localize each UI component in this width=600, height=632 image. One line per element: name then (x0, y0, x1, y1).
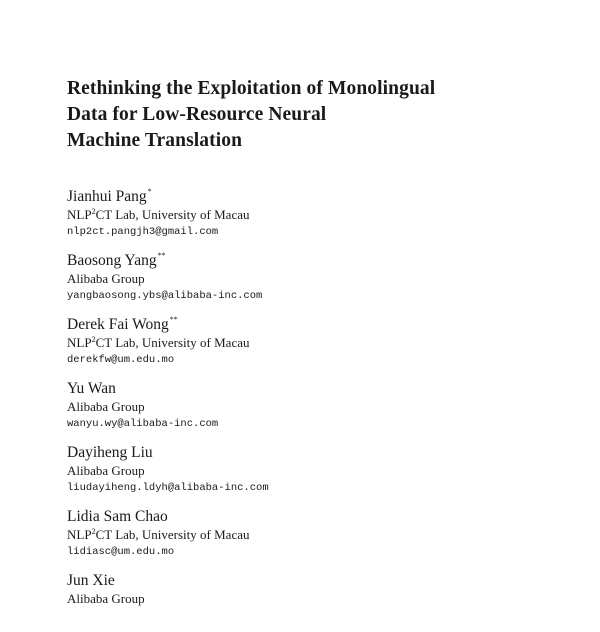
author-affiliation: NLP (67, 335, 92, 351)
paper-title (67, 76, 567, 154)
author-name: Derek Fai Wong (67, 316, 169, 334)
title-line-3: Machine Translation (67, 130, 243, 151)
author-affiliation: Alibaba Group (67, 271, 145, 287)
author-name: Lidia Sam Chao (67, 508, 168, 526)
author-email: liudayiheng.ldyh@alibaba-inc.com (67, 482, 269, 495)
author-affiliation-rest: CT Lab, University of Macau (95, 207, 250, 223)
author-mark: ** (157, 251, 166, 260)
author-name: Baosong Yang (67, 252, 157, 270)
author-affiliation: NLP (67, 207, 92, 223)
author-email: nlp2ct.pangjh3@gmail.com (67, 226, 219, 239)
author-name: Jianhui Pang (67, 188, 147, 206)
affiliation-superscript: 2 (91, 335, 96, 345)
author-block (67, 504, 567, 568)
author-name: Yu Wan (67, 380, 116, 398)
author-name: Dayiheng Liu (67, 444, 153, 462)
paper-first-page (67, 76, 567, 632)
author-email: lidiasc@um.edu.mo (67, 546, 175, 559)
author-affiliation: NLP (67, 527, 92, 543)
title-line-2: Data for Low-Resource Neural (67, 104, 327, 125)
author-block (67, 440, 567, 504)
affiliation-superscript: 2 (91, 207, 96, 217)
author-block (67, 184, 567, 248)
affiliation-superscript: 2 (91, 527, 96, 537)
author-email: derekfw@um.edu.mo (67, 354, 175, 367)
title-line-1: Rethinking the Exploitation of Monolingual (67, 78, 436, 99)
author-name: Jun Xie (67, 572, 115, 590)
author-block (67, 568, 567, 632)
author-block (67, 248, 567, 312)
author-affiliation-rest: CT Lab, University of Macau (95, 527, 250, 543)
author-affiliation: Alibaba Group (67, 399, 145, 415)
author-email: yangbaosong.ybs@alibaba-inc.com (67, 290, 263, 303)
author-email: wanyu.wy@alibaba-inc.com (67, 418, 219, 431)
author-list (67, 184, 567, 632)
author-mark: * (147, 187, 152, 196)
author-mark: ** (169, 315, 178, 324)
author-block (67, 312, 567, 376)
author-affiliation: Alibaba Group (67, 591, 145, 607)
author-block (67, 376, 567, 440)
author-affiliation-rest: CT Lab, University of Macau (95, 335, 250, 351)
author-affiliation: Alibaba Group (67, 463, 145, 479)
